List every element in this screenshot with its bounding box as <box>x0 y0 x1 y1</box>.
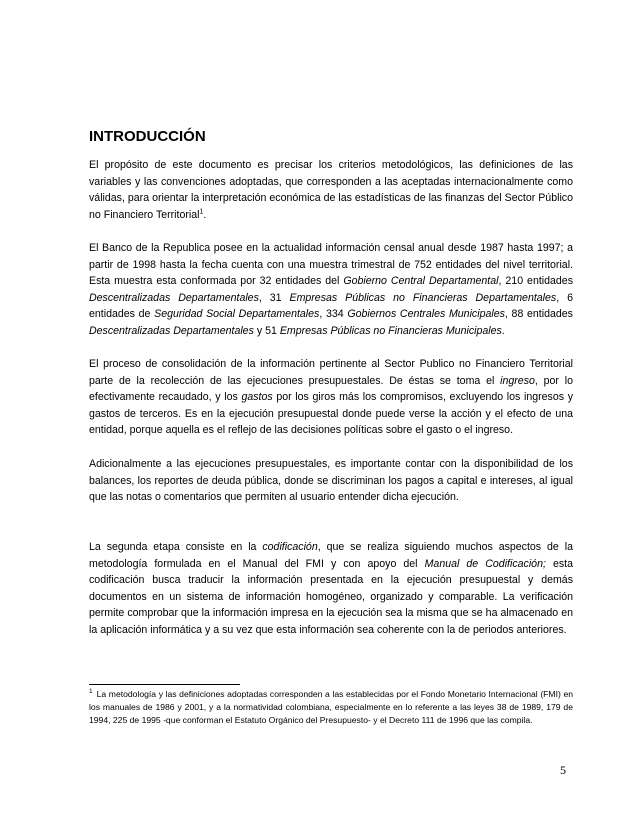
p3-text-2: , por lo efectivamente recaudado, y los <box>89 374 574 404</box>
p1-text-1: El propósito de este documento es precisar los criterios metodológicos, las definiciones de las variables y las convenciones adoptadas, que corresponden a las aceptadas internacionalmente como válidas, para orientar la interpretación económica de las estadísticas de las finanzas del Sector Público no Financiero Territorial <box>89 159 573 221</box>
p2-text-1: El Banco de la Republica posee en la actualidad información censal anual desde 1987 hasta 1997; a partir de 1998 hasta la fecha cuenta con una muestra trimestral de 752 entidades del nivel territorial. Esta muestra esta conformada por 32 entidades del <box>89 242 573 288</box>
p2-text-3: , 31 <box>258 291 290 304</box>
p2-text-4: , 6 entidades de <box>89 291 573 321</box>
p2-italic-4: Seguridad Social Departamentales <box>154 308 320 321</box>
paragraph-consolidation <box>89 356 573 439</box>
p2-italic-5: Gobiernos Centrales Municipales <box>347 308 505 321</box>
paragraph-bank-info <box>89 240 573 340</box>
p3-text-3: por los giros más los compromisos, excluyendo los ingresos y gastos de terceros. Es en la ejecución presupuestal donde puede verse la acción y el efecto de una entidad, porque aquella es el reflejo de las decisiones políticas sobre el gasto o el ingreso. <box>89 391 573 437</box>
footnote-reference[interactable]: 1 <box>199 208 204 216</box>
p3-text-1: El proceso de consolidación de la información pertinente al Sector Publico no Financiero Territorial parte de la recolección de las ejecuciones presupuestales. De éstas se toma el <box>89 358 573 387</box>
p5-italic-1: codificación <box>262 541 318 553</box>
paragraph-codification <box>89 539 573 639</box>
p2-text-8: . <box>501 324 505 337</box>
p3-italic-2: gastos <box>241 391 273 404</box>
p5-text-1: La segunda etapa consiste en la <box>89 541 263 553</box>
p5-text-3: esta codificación busca traducir la información presentada en la ejecución presupuestal y demás documentos en un sistema de información homogéneo, organizado y comparable. La verificación permite comprobar que la información impresa en la ejecución sea la misma que se ha almacenado en la aplicación informática y a su vez que esta información sea coherente con la de periodos anteriores. <box>89 557 574 636</box>
p1-text-2: . <box>203 208 207 221</box>
p2-italic-7: Empresas Públicas no Financieras Municipales <box>279 324 502 337</box>
p2-text-7: y 51 <box>253 324 280 337</box>
page-number: 5 <box>560 763 566 777</box>
p2-text-5: , 334 <box>319 308 348 321</box>
p2-italic-1: Gobierno Central Departamental <box>343 275 499 288</box>
section-title: INTRODUCCIÓN <box>89 128 206 145</box>
p4-text-1: Adicionalmente a las ejecuciones presupuestales, es importante contar con la disponibilidad de los balances, los reportes de deuda pública, donde se discriminan los pagos a capital e intereses, al igual que las notas o comentarios que permiten al usuario entender dicha ejecución. <box>89 458 573 504</box>
paragraph-additional <box>89 456 573 506</box>
p5-italic-2: Manual de Codificación; <box>424 557 546 570</box>
p5-text-2: , que se realiza siguiendo muchos aspectos de la metodología formulada en el Manual del FMI y con apoyo del <box>89 541 573 570</box>
p2-italic-2: Descentralizadas Departamentales <box>89 291 259 304</box>
p2-text-2: , 210 entidades <box>498 275 573 288</box>
p2-text-6: , 88 entidades <box>504 308 573 321</box>
footnote-text: La metodología y las definiciones adoptadas corresponden a las establecidas por el Fondo Monetario Internacional (FMI) en los manuales de 1986 y 2001, y a la normatividad colombiana, especialmente en lo referente a las leyes 38 de 1989, 179 de 1994, 225 de 1995 -que conforman el Estatuto Orgánico del Presupuesto- y el Decreto 111 de 1996 que las compila. <box>89 689 573 726</box>
paragraph-purpose <box>89 157 573 223</box>
p3-italic-1: ingreso <box>500 374 535 387</box>
p2-italic-6: Descentralizadas Departamentales <box>89 324 254 337</box>
p2-italic-3: Empresas Públicas no Financieras Departamentales <box>289 291 557 304</box>
footnote <box>89 688 573 728</box>
footnote-divider <box>89 684 240 685</box>
footnote-mark: 1 <box>89 688 93 696</box>
